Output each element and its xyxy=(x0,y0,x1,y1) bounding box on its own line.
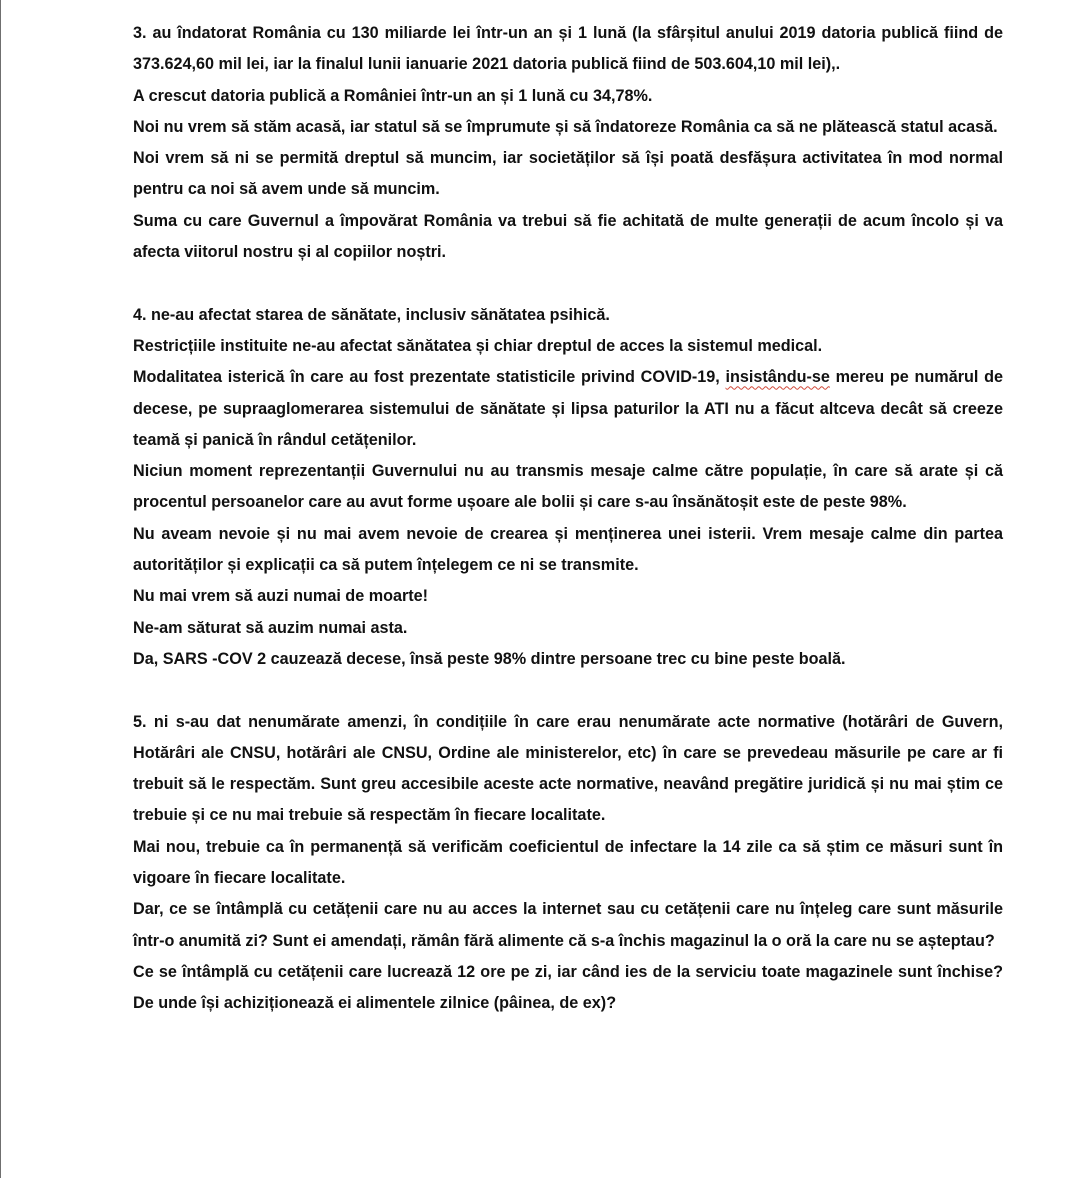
paragraph: Noi vrem să ni se permită dreptul să muncim, iar societăților să își poată desfășura activitatea în mod normal pentru ca noi să avem unde să muncim. xyxy=(133,149,1003,199)
paragraph: Dar, ce se întâmplă cu cetățenii care nu au acces la internet sau cu cetățenii care nu înțeleg care sunt măsurile într-o anumită zi? Sunt ei amendați, rămân fără alimente că s-a închis magazinul la o oră la care nu se așteptau? xyxy=(133,900,1003,950)
paragraph: Nu mai vrem să auzi numai de moarte! xyxy=(133,587,429,606)
section-3 xyxy=(133,18,1003,268)
section-spacer xyxy=(133,675,1003,706)
section-5-heading: 5. ni s-au dat nenumărate amenzi, în condițiile în care erau nenumărate acte normative (hotărâri de Guvern, Hotărâri ale CNSU, hotărâri ale CNSU, Ordine ale ministerelor, etc) în care se prevedeau măsurile pe care ar fi trebuit să le respectăm. Sunt greu accesibile aceste acte normative, neavând pregătire juridică și nu mai știm ce trebuie și ce nu mai trebuie să respectăm în fiecare localitate. xyxy=(133,712,1003,825)
text-run: Modalitatea isterică în care au fost prezentate statisticile privind COVID-19, xyxy=(133,368,726,387)
paragraph: Niciun moment reprezentanții Guvernului nu au transmis mesaje calme către populație, în care să arate și că procentul persoanelor care au avut forme ușoare ale bolii și care s-au însănătoșit este de peste 98%. xyxy=(133,462,1003,512)
paragraph: Suma cu care Guvernul a împovărat România va trebui să fie achitată de multe generații de acum încolo și va afecta viitorul nostru și al copiilor noștri. xyxy=(133,211,1003,262)
paragraph: Noi nu vrem să stăm acasă, iar statul să se împrumute și să îndatoreze România ca să ne plătească statul acasă. xyxy=(133,117,998,136)
section-4 xyxy=(133,300,1003,676)
paragraph: A crescut datoria publică a României într-un an și 1 lună cu 34,78%. xyxy=(133,86,653,105)
page-edge-line xyxy=(0,0,1,1178)
paragraph xyxy=(133,362,1003,456)
section-3-heading: 3. au îndatorat România cu 130 miliarde lei într-un an și 1 lună (la sfârșitul anului 2019 datoria publică fiind de 373.624,60 mil lei, iar la finalul lunii ianuarie 2021 datoria publică fiind de 503.604,10 mil lei),. xyxy=(133,24,1003,74)
document-page xyxy=(133,18,1003,1020)
paragraph: Ce se întâmplă cu cetățenii care lucrează 12 ore pe zi, iar când ies de la serviciu toate magazinele sunt închise? De unde își achiziționează ei alimentele zilnice (pâinea, de ex)? xyxy=(133,962,1003,1013)
paragraph: Restricțiile instituite ne-au afectat sănătatea și chiar dreptul de acces la sistemul medical. xyxy=(133,336,823,355)
section-5 xyxy=(133,707,1003,1020)
text-run: mereu pe numărul de decese, pe supraaglomerarea sistemului de sănătate și lipsa paturilor la ATI nu a făcut altceva decât să creeze teamă și panică în rândul cetățenilor. xyxy=(133,368,1004,449)
paragraph: Mai nou, trebuie ca în permanență să verificăm coeficientul de infectare la 14 zile ca să știm ce măsuri sunt în vigoare în fiecare localitate. xyxy=(133,837,1003,888)
paragraph: Ne-am săturat să auzim numai asta. xyxy=(133,618,408,637)
section-4-heading: 4. ne-au afectat starea de sănătate, inclusiv sănătatea psihică. xyxy=(133,305,610,324)
paragraph: Nu aveam nevoie și nu mai avem nevoie de crearea și menținerea unei isterii. Vrem mesaje calme din partea autorităților și explicații ca să putem înțelegem ce ni se transmite. xyxy=(133,524,1003,575)
spellcheck-marked-word: insistându-se xyxy=(725,368,830,387)
paragraph: Da, SARS -COV 2 cauzează decese, însă peste 98% dintre persoane trec cu bine peste boală. xyxy=(133,649,846,668)
section-spacer xyxy=(133,268,1003,299)
